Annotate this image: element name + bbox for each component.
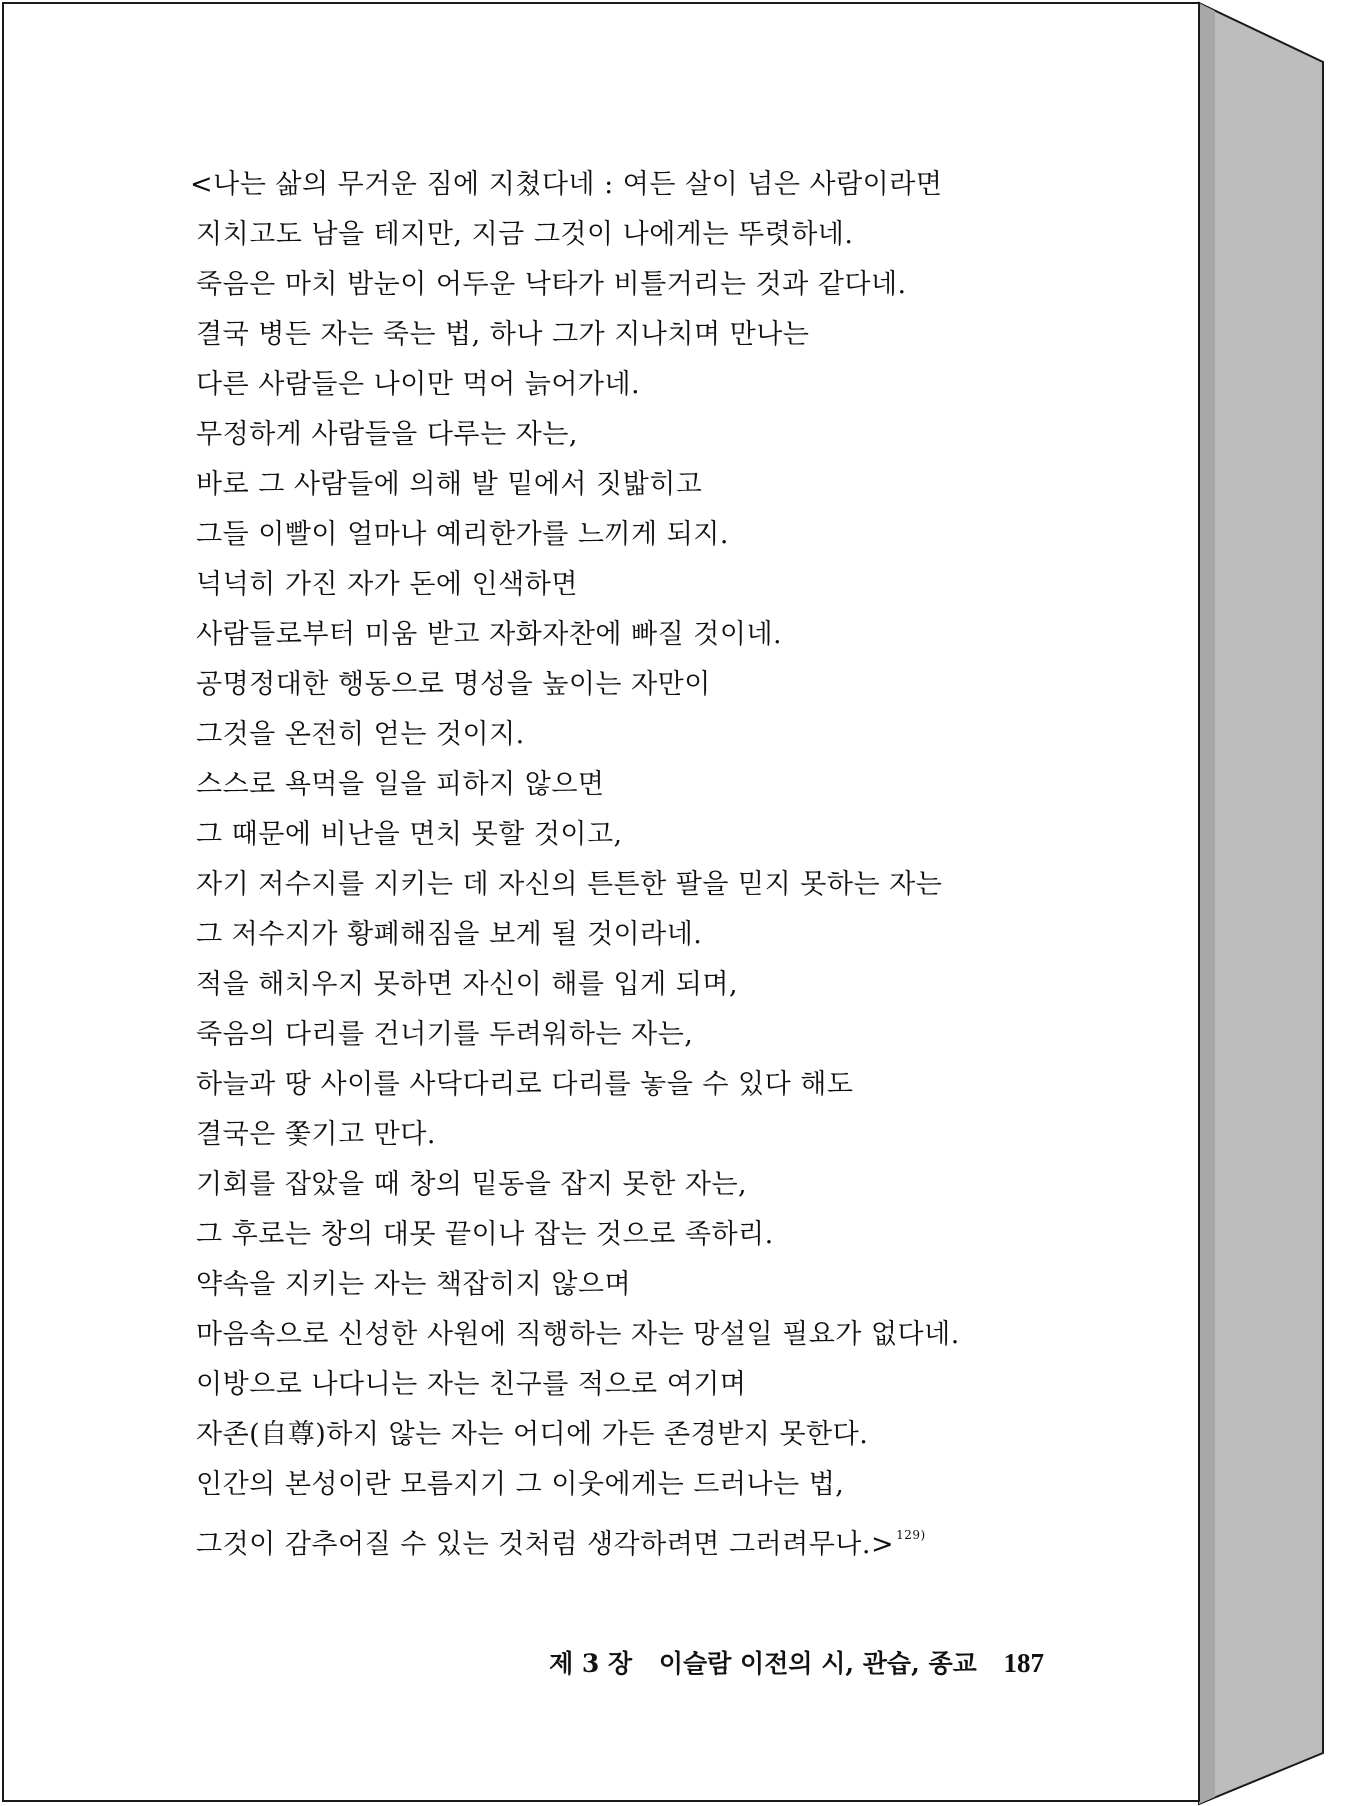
- poem-line: 결국 병든 자는 죽는 법, 하나 그가 지나치며 만나는: [196, 319, 810, 350]
- book-side-face: [1199, 3, 1323, 1804]
- poem-line: 자존(自尊)하지 않는 자는 어디에 가든 존경받지 못한다.: [196, 1419, 869, 1450]
- poem-line: 죽음의 다리를 건너기를 두려워하는 자는,: [196, 1019, 694, 1050]
- poem-line: 그 저수지가 황폐해짐을 보게 될 것이라네.: [196, 919, 703, 950]
- poem-line: 그 때문에 비난을 면치 못할 것이고,: [196, 819, 623, 850]
- poem-line: 결국은 쫓기고 만다.: [196, 1119, 436, 1150]
- poem-line: 마음속으로 신성한 사원에 직행하는 자는 망설일 필요가 없다네.: [196, 1319, 960, 1350]
- poem-line: 바로 그 사람들에 의해 발 밑에서 짓밟히고: [196, 469, 703, 500]
- poem-line: 약속을 지키는 자는 책잡히지 않으며: [196, 1269, 632, 1300]
- poem-line-last: [196, 1517, 1056, 1567]
- poem-line: 지치고도 남을 테지만, 지금 그것이 나에게는 뚜렷하네.: [196, 219, 854, 250]
- poem-line: 다른 사람들은 나이만 먹어 늙어가네.: [196, 369, 641, 400]
- poem-line: 그들 이빨이 얼마나 예리한가를 느끼게 되지.: [196, 519, 729, 550]
- book-page: [2, 2, 1200, 1802]
- poem-line: 인간의 본성이란 모름지기 그 이웃에게는 드러나는 법,: [196, 1469, 845, 1500]
- poem-line: 사람들로부터 미움 받고 자화자찬에 빠질 것이네.: [196, 619, 783, 650]
- poem-line: 넉넉히 가진 자가 돈에 인색하면: [196, 569, 578, 600]
- poem-line: <나는 삶의 무거운 짐에 지쳤다네 : 여든 살이 넘은 사람이라면: [190, 169, 943, 200]
- poem-line: 기회를 잡았을 때 창의 밑동을 잡지 못한 자는,: [196, 1169, 748, 1200]
- chapter-label: 제 3 장: [549, 1649, 633, 1678]
- poem-line: 자기 저수지를 지키는 데 자신의 튼튼한 팔을 믿지 못하는 자는: [196, 869, 943, 900]
- poem-line: 하늘과 땅 사이를 사닥다리로 다리를 놓을 수 있다 해도: [196, 1069, 854, 1100]
- poem-line-text: 그것이 감추어질 수 있는 것처럼 생각하려면 그러려무나.>: [196, 1529, 895, 1560]
- poem-line: 적을 해치우지 못하면 자신이 해를 입게 되며,: [196, 969, 739, 1000]
- poem-line: 무정하게 사람들을 다루는 자는,: [196, 419, 578, 450]
- poem-line: 죽음은 마치 밤눈이 어두운 낙타가 비틀거리는 것과 같다네.: [196, 269, 907, 300]
- poem-line: 이방으로 나다니는 자는 친구를 적으로 여기며: [196, 1369, 747, 1400]
- poem-line: 스스로 욕먹을 일을 피하지 않으면: [196, 769, 605, 800]
- poem-line: 그것을 온전히 얻는 것이지.: [196, 719, 525, 750]
- poem-line: 그 후로는 창의 대못 끝이나 잡는 것으로 족하리.: [196, 1219, 774, 1250]
- chapter-title: 이슬람 이전의 시, 관습, 종교: [658, 1649, 977, 1678]
- book-side-shade: [1199, 3, 1215, 1804]
- poem-text: [190, 167, 1056, 1567]
- poem-line: 공명정대한 행동으로 명성을 높이는 자만이: [196, 669, 711, 700]
- running-footer: [544, 1644, 1044, 1680]
- page-number: 187: [1003, 1648, 1044, 1678]
- footnote-reference: 129): [896, 1528, 926, 1542]
